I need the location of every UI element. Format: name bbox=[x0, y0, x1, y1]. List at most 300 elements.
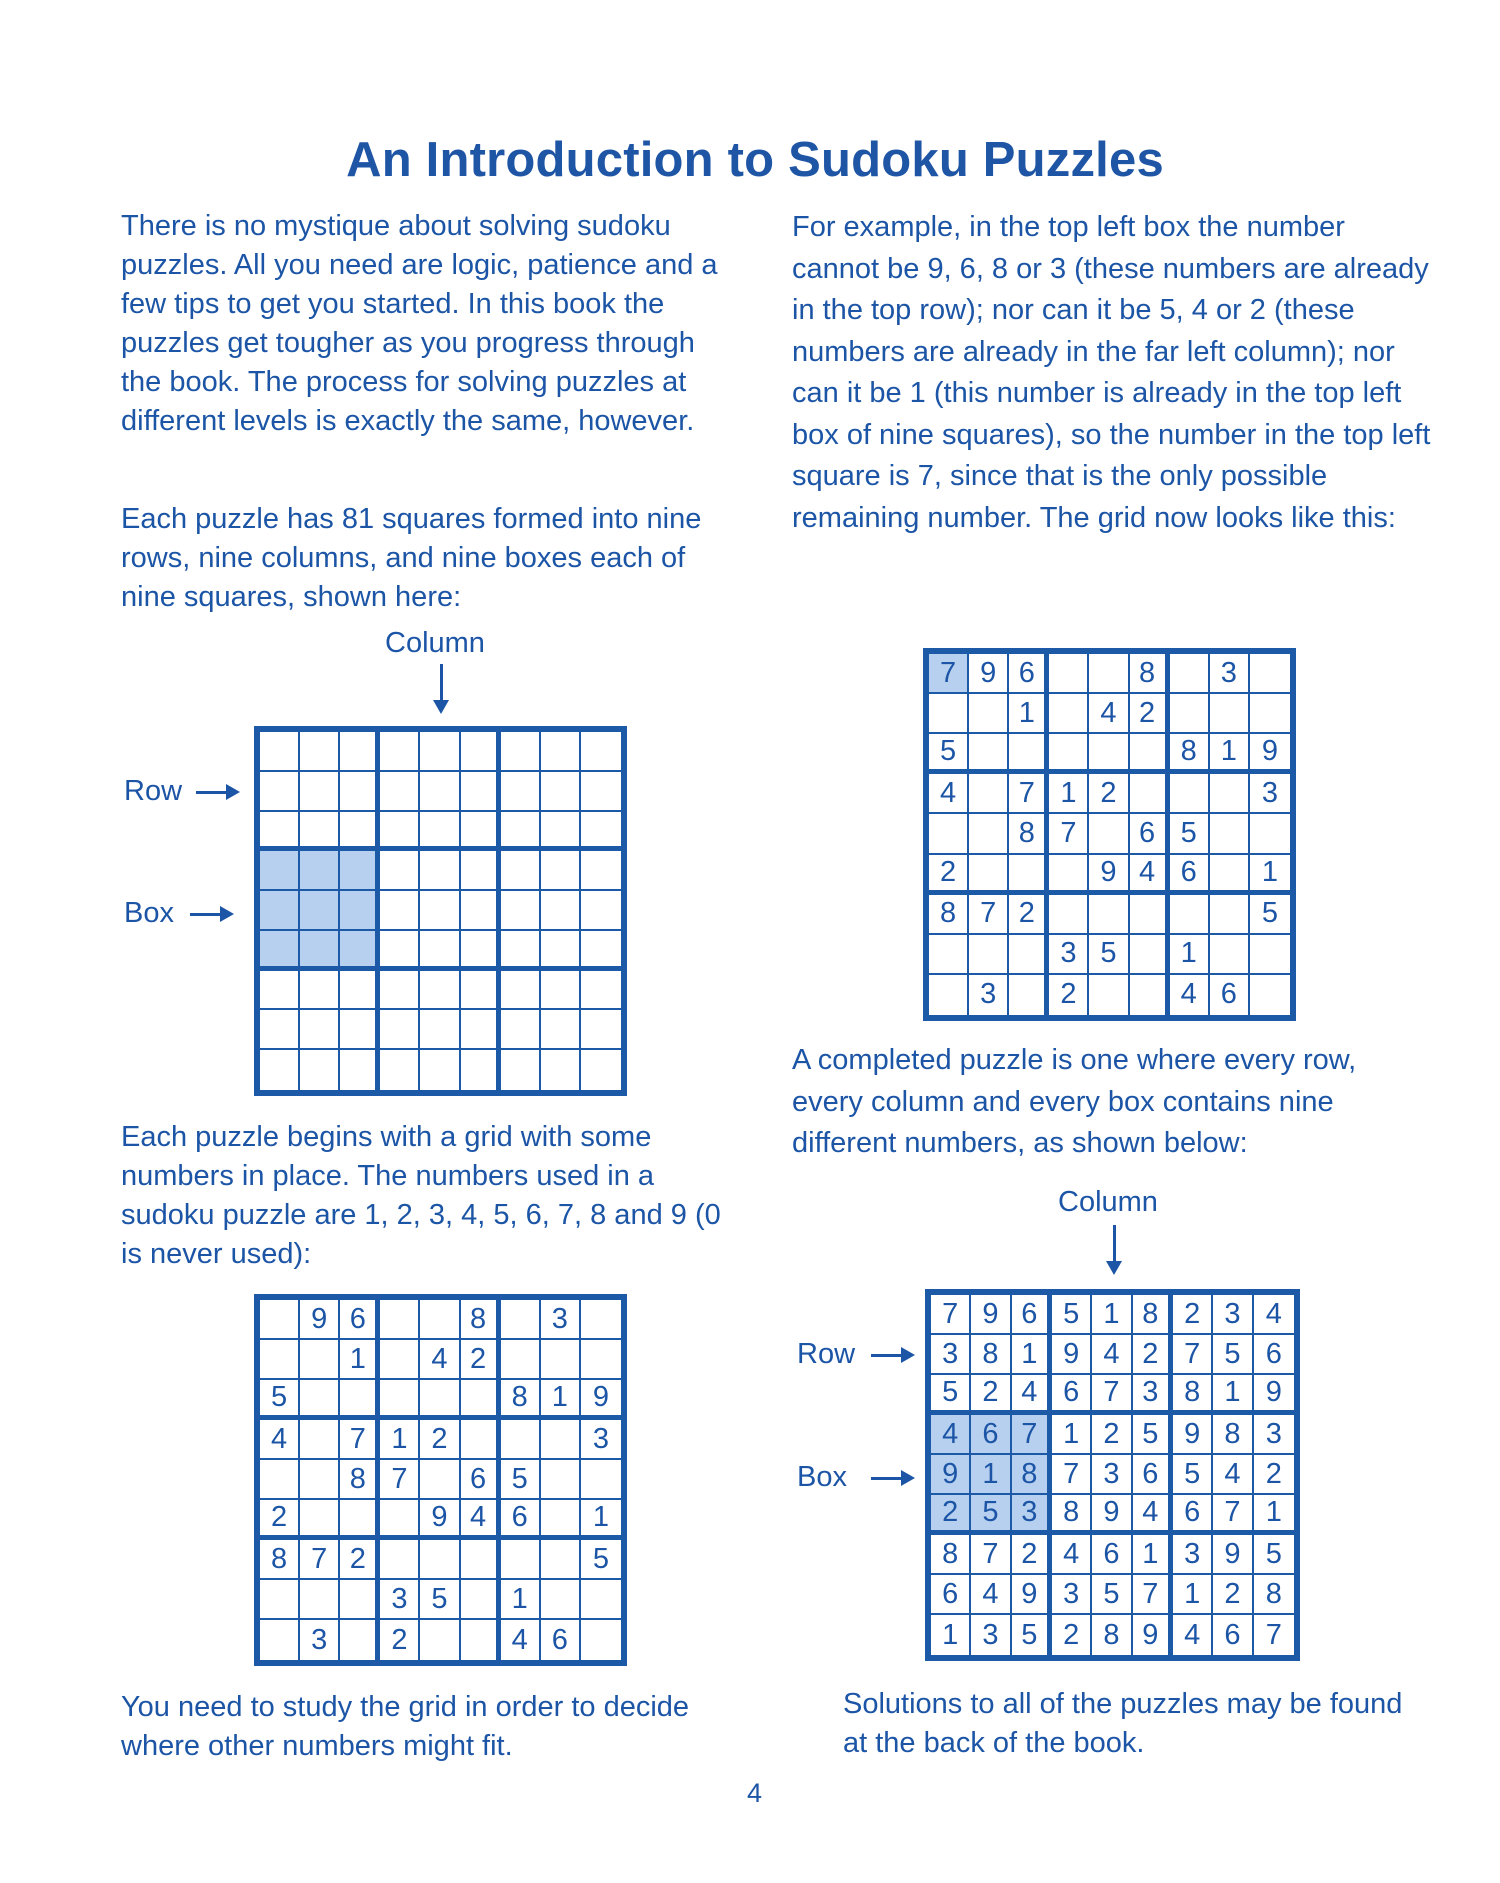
grid-cell bbox=[929, 814, 969, 854]
grid-cell: 7 bbox=[1133, 1575, 1173, 1615]
grid-cell: 8 bbox=[1213, 1415, 1253, 1455]
grid-cell: 9 bbox=[971, 1295, 1011, 1335]
grid-cell: 5 bbox=[581, 1540, 621, 1580]
grid-cell bbox=[461, 1540, 501, 1580]
grid-cell: 1 bbox=[931, 1615, 971, 1655]
grid-cell: 7 bbox=[1265, 1618, 1282, 1651]
grid-cell bbox=[581, 891, 621, 931]
grid-cell bbox=[260, 812, 300, 852]
grid-cell bbox=[420, 1380, 460, 1420]
grid-cell bbox=[1089, 895, 1129, 935]
grid-cell bbox=[340, 1500, 380, 1540]
grid-cell bbox=[260, 931, 300, 971]
grid-cell: 8 bbox=[971, 1335, 1011, 1375]
grid-cell: 3 bbox=[969, 975, 1009, 1015]
grid-cell: 5 bbox=[1213, 1335, 1253, 1375]
empty-sudoku-grid bbox=[254, 726, 627, 1096]
grid-cell bbox=[260, 1050, 300, 1090]
grid-cell: 5 bbox=[1173, 1455, 1213, 1495]
grid-cell bbox=[541, 1050, 581, 1090]
grid-cell bbox=[581, 1300, 621, 1340]
row-arrow-icon bbox=[196, 791, 234, 794]
grid-cell bbox=[260, 732, 300, 772]
grid-cell bbox=[1250, 654, 1290, 694]
grid-cell: 9 bbox=[1250, 734, 1290, 774]
grid-cell bbox=[501, 1050, 541, 1090]
grid-cell bbox=[1009, 975, 1049, 1015]
grid-cell bbox=[461, 1420, 501, 1460]
grid-cell: 3 bbox=[541, 1300, 581, 1340]
grid-cell bbox=[1210, 814, 1250, 854]
grid-cell bbox=[420, 1010, 460, 1050]
grid-cell bbox=[501, 931, 541, 971]
box-label: Box bbox=[124, 897, 174, 929]
grid-cell: 1 bbox=[581, 1500, 621, 1540]
grid-cell bbox=[340, 931, 380, 971]
grid-cell bbox=[501, 732, 541, 772]
grid-cell: 5 bbox=[1052, 1295, 1092, 1335]
grid-cell bbox=[581, 1340, 621, 1380]
grid-cell bbox=[581, 772, 621, 812]
grid-cell: 5 bbox=[1170, 814, 1210, 854]
grid-cell: 6 bbox=[1052, 1375, 1092, 1415]
grid-cell: 3 bbox=[1250, 774, 1290, 814]
grid-cell: 2 bbox=[1092, 1415, 1132, 1455]
grid-cell: 9 bbox=[1254, 1375, 1294, 1415]
grid-cell bbox=[1009, 734, 1049, 774]
grid-cell: 7 bbox=[1049, 814, 1089, 854]
grid-cell bbox=[340, 812, 380, 852]
grid-cell bbox=[340, 891, 380, 931]
grid-cell: 4 bbox=[420, 1340, 460, 1380]
grid-cell bbox=[1089, 734, 1129, 774]
grid-cell: 3 bbox=[581, 1420, 621, 1460]
row-label: Row bbox=[124, 775, 183, 807]
grid-cell: 8 bbox=[1133, 1295, 1173, 1335]
grid-cell bbox=[501, 1300, 541, 1340]
grid-cell bbox=[501, 812, 541, 852]
grid-cell bbox=[501, 1340, 541, 1380]
grid-cell bbox=[420, 891, 460, 931]
grid-cell bbox=[420, 1300, 460, 1340]
grid-cell bbox=[1170, 895, 1210, 935]
row-label-2: Row bbox=[797, 1338, 856, 1370]
grid-cell: 1 bbox=[1254, 1495, 1294, 1535]
grid-cell: 9 bbox=[931, 1455, 971, 1495]
grid-cell bbox=[461, 1380, 501, 1420]
grid-cell bbox=[260, 891, 300, 931]
grid-cell bbox=[300, 772, 340, 812]
grid-cell bbox=[1049, 734, 1089, 774]
grid-cell: 3 bbox=[300, 1620, 340, 1660]
grid-cell: 7 bbox=[929, 654, 969, 694]
grid-cell: 8 bbox=[501, 1380, 541, 1420]
grid-cell: 3 bbox=[1052, 1575, 1092, 1615]
grid-cell bbox=[1210, 855, 1250, 895]
column-arrow-icon bbox=[440, 664, 443, 710]
grid-cell: 1 bbox=[1213, 1375, 1253, 1415]
grid-cell: 9 bbox=[420, 1500, 460, 1540]
grid-cell: 5 bbox=[260, 1380, 300, 1420]
grid-cell bbox=[420, 1540, 460, 1580]
grid-cell bbox=[1250, 814, 1290, 854]
grid-cell: 2 bbox=[971, 1375, 1011, 1415]
completed-paragraph: A completed puzzle is one where every row, every column and every box contains nine different numbers, as shown below: bbox=[792, 1044, 1357, 1159]
grid-cell bbox=[969, 935, 1009, 975]
grid-cell: 8 bbox=[340, 1460, 380, 1500]
grid-cell: 1 bbox=[501, 1580, 541, 1620]
grid-cell: 6 bbox=[1009, 654, 1049, 694]
grid-cell bbox=[541, 851, 581, 891]
grid-cell bbox=[420, 732, 460, 772]
grid-cell bbox=[461, 1580, 501, 1620]
grid-cell: 2 bbox=[1089, 774, 1129, 814]
grid-cell: 1 bbox=[541, 1380, 581, 1420]
grid-cell bbox=[260, 1340, 300, 1380]
grid-cell: 8 bbox=[260, 1540, 300, 1580]
grid-cell bbox=[1130, 935, 1170, 975]
grid-cell: 5 bbox=[929, 734, 969, 774]
grid-cell bbox=[340, 1050, 380, 1090]
grid-cell bbox=[581, 812, 621, 852]
grid-cell bbox=[1089, 654, 1129, 694]
grid-cell: 9 bbox=[1012, 1575, 1052, 1615]
grid-cell: 3 bbox=[931, 1335, 971, 1375]
grid-cell bbox=[541, 1340, 581, 1380]
grid-cell bbox=[1130, 734, 1170, 774]
grid-cell: 8 bbox=[931, 1535, 971, 1575]
grid-cell: 4 bbox=[1092, 1335, 1132, 1375]
grid-cell bbox=[581, 971, 621, 1011]
grid-cell bbox=[541, 812, 581, 852]
grid-cell bbox=[541, 891, 581, 931]
solved-sudoku-grid bbox=[925, 1289, 1300, 1661]
grid-cell: 8 bbox=[1254, 1575, 1294, 1615]
grid-cell: 1 bbox=[380, 1420, 420, 1460]
solutions-paragraph: Solutions to all of the puzzles may be found at the back of the book. bbox=[843, 1688, 1403, 1759]
grid-cell bbox=[340, 971, 380, 1011]
grid-cell: 5 bbox=[501, 1460, 541, 1500]
grid-cell bbox=[420, 772, 460, 812]
grid-cell: 7 bbox=[1052, 1455, 1092, 1495]
page-number: 4 bbox=[747, 1778, 763, 1808]
grid-cell bbox=[581, 1580, 621, 1620]
grid-cell bbox=[260, 1620, 300, 1660]
grid-cell bbox=[581, 732, 621, 772]
grid-cell bbox=[581, 1620, 621, 1660]
box-arrow-icon bbox=[190, 913, 228, 916]
grid-cell: 1 bbox=[1173, 1575, 1213, 1615]
grid-cell: 2 bbox=[929, 855, 969, 895]
grid-cell bbox=[300, 1010, 340, 1050]
grid-cell bbox=[1089, 814, 1129, 854]
grid-cell bbox=[300, 1500, 340, 1540]
grid-cell bbox=[1089, 975, 1129, 1015]
grid-cell: 6 bbox=[931, 1575, 971, 1615]
initial-sudoku-grid bbox=[254, 1294, 627, 1666]
grid-cell bbox=[380, 1010, 420, 1050]
grid-cell: 5 bbox=[971, 1495, 1011, 1535]
grid-cell bbox=[380, 812, 420, 852]
grid-cell bbox=[581, 1010, 621, 1050]
grid-cell bbox=[1049, 895, 1089, 935]
grid-cell: 2 bbox=[380, 1620, 420, 1660]
grid-cell: 1 bbox=[1210, 734, 1250, 774]
grid-cell: 9 bbox=[1092, 1495, 1132, 1535]
grid-cell bbox=[380, 851, 420, 891]
grid-cell: 6 bbox=[1213, 1615, 1253, 1655]
grid-cell: 6 bbox=[971, 1415, 1011, 1455]
grid-cell bbox=[969, 774, 1009, 814]
grid-cell: 2 bbox=[340, 1540, 380, 1580]
grid-cell: 3 bbox=[1210, 654, 1250, 694]
grid-cell: 8 bbox=[1173, 1375, 1213, 1415]
example-paragraph: For example, in the top left box the number cannot be 9, 6, 8 or 3 (these numbers are already in the top row); nor can it be 5, 4 or 2 (these numbers are already in the far left column); nor can it be 1 (this number is already in the top left box of nine squares), so the number in the top left square is 7, since that is the only possible remaining number. The grid now looks like this: bbox=[792, 211, 1431, 534]
grid-cell bbox=[581, 1460, 621, 1500]
grid-cell bbox=[420, 1050, 460, 1090]
grid-cell: 7 bbox=[1173, 1335, 1213, 1375]
grid-cell: 5 bbox=[1012, 1615, 1052, 1655]
grid-cell bbox=[300, 931, 340, 971]
grid-cell: 9 bbox=[1089, 855, 1129, 895]
row-arrow-icon-2 bbox=[871, 1354, 909, 1357]
grid-cell: 4 bbox=[1170, 975, 1210, 1015]
grid-cell: 6 bbox=[1210, 975, 1250, 1015]
grid-cell bbox=[541, 1010, 581, 1050]
grid-cell bbox=[541, 971, 581, 1011]
grid-cell bbox=[929, 694, 969, 734]
grid-cell bbox=[1250, 694, 1290, 734]
grid-cell: 2 bbox=[420, 1420, 460, 1460]
grid-cell: 3 bbox=[1049, 935, 1089, 975]
grid-cell: 8 bbox=[1092, 1615, 1132, 1655]
grid-cell: 9 bbox=[300, 1300, 340, 1340]
grid-cell bbox=[581, 851, 621, 891]
grid-cell bbox=[260, 971, 300, 1011]
grid-cell: 8 bbox=[1009, 814, 1049, 854]
grid-cell bbox=[380, 971, 420, 1011]
grid-cell: 4 bbox=[1133, 1495, 1173, 1535]
grid-cell: 7 bbox=[1012, 1415, 1052, 1455]
grid-cell bbox=[340, 732, 380, 772]
grid-cell: 1 bbox=[1049, 774, 1089, 814]
grid-cell bbox=[501, 891, 541, 931]
grid-cell bbox=[300, 1340, 340, 1380]
grid-cell: 7 bbox=[300, 1540, 340, 1580]
grid-cell: 4 bbox=[1213, 1455, 1253, 1495]
grid-cell: 2 bbox=[1049, 975, 1089, 1015]
grid-cell bbox=[461, 1620, 501, 1660]
grid-cell: 5 bbox=[1250, 895, 1290, 935]
grid-cell: 1 bbox=[1009, 694, 1049, 734]
grid-cell bbox=[501, 971, 541, 1011]
grid-cell bbox=[1049, 855, 1089, 895]
grid-cell: 1 bbox=[1052, 1415, 1092, 1455]
grid-cell: 2 bbox=[1130, 694, 1170, 734]
grid-cell: 4 bbox=[1052, 1535, 1092, 1575]
intro-paragraph: There is no mystique about solving sudoku puzzles. All you need are logic, patience and a few tips to get you started. In this book the puzzles get tougher as you progress through the book. The process for solving puzzles at different levels is exactly the same, however. bbox=[121, 210, 718, 437]
grid-cell bbox=[380, 772, 420, 812]
grid-cell bbox=[1009, 935, 1049, 975]
grid-cell bbox=[420, 1620, 460, 1660]
grid-cell: 6 bbox=[461, 1460, 501, 1500]
grid-cell: 1 bbox=[1250, 855, 1290, 895]
grid-cell bbox=[260, 1460, 300, 1500]
grid-cell bbox=[420, 851, 460, 891]
grid-cell bbox=[300, 812, 340, 852]
grid-cell: 2 bbox=[1052, 1615, 1092, 1655]
column-label: Column bbox=[385, 627, 485, 659]
grid-cell: 5 bbox=[420, 1580, 460, 1620]
grid-cell: 4 bbox=[1130, 855, 1170, 895]
grid-cell: 2 bbox=[260, 1500, 300, 1540]
grid-cell bbox=[380, 891, 420, 931]
grid-cell: 4 bbox=[1012, 1375, 1052, 1415]
grid-cell bbox=[1130, 895, 1170, 935]
grid-cell: 7 bbox=[380, 1460, 420, 1500]
grid-cell bbox=[420, 971, 460, 1011]
grid-cell bbox=[300, 971, 340, 1011]
grid-cell bbox=[929, 935, 969, 975]
grid-cell: 2 bbox=[461, 1340, 501, 1380]
grid-cell: 2 bbox=[1254, 1455, 1294, 1495]
grid-cell: 2 bbox=[931, 1495, 971, 1535]
grid-cell bbox=[969, 734, 1009, 774]
grid-cell bbox=[260, 1010, 300, 1050]
grid-cell bbox=[461, 851, 501, 891]
grid-cell: 2 bbox=[1009, 895, 1049, 935]
grid-cell: 6 bbox=[1130, 814, 1170, 854]
grid-cell bbox=[300, 1420, 340, 1460]
grid-cell: 8 bbox=[1130, 654, 1170, 694]
grid-cell: 4 bbox=[461, 1500, 501, 1540]
grid-cell bbox=[541, 1500, 581, 1540]
grid-cell bbox=[581, 1050, 621, 1090]
grid-cell bbox=[260, 772, 300, 812]
grid-cell: 6 bbox=[1173, 1495, 1213, 1535]
grid-cell bbox=[461, 891, 501, 931]
grid-cell bbox=[501, 772, 541, 812]
grid-cell bbox=[541, 1580, 581, 1620]
grid-cell bbox=[501, 1540, 541, 1580]
grid-cell: 1 bbox=[971, 1455, 1011, 1495]
grid-cell bbox=[1130, 774, 1170, 814]
grid-cell: 5 bbox=[1092, 1575, 1132, 1615]
grid-cell bbox=[1049, 654, 1089, 694]
grid-cell bbox=[461, 812, 501, 852]
grid-cell bbox=[541, 772, 581, 812]
grid-cell: 9 bbox=[1213, 1535, 1253, 1575]
grid-cell bbox=[461, 971, 501, 1011]
grid-cell bbox=[541, 1420, 581, 1460]
grid-cell bbox=[501, 1010, 541, 1050]
grid-cell bbox=[300, 851, 340, 891]
grid-cell: 5 bbox=[1089, 935, 1129, 975]
grid-cell bbox=[340, 1620, 380, 1660]
grid-cell: 8 bbox=[1052, 1495, 1092, 1535]
numbers-paragraph: Each puzzle begins with a grid with some numbers in place. The numbers used in a sudoku puzzle are 1, 2, 3, 4, 5, 6, 7, 8 and 9 (0 is never used): bbox=[121, 1121, 721, 1270]
grid-cell: 6 bbox=[501, 1500, 541, 1540]
grid-cell bbox=[929, 975, 969, 1015]
grid-cell: 4 bbox=[931, 1415, 971, 1455]
grid-cell bbox=[581, 931, 621, 971]
step-sudoku-grid bbox=[923, 648, 1296, 1021]
column-arrow-icon-2 bbox=[1113, 1225, 1116, 1271]
grid-cell bbox=[340, 1580, 380, 1620]
grid-cell bbox=[541, 732, 581, 772]
grid-cell bbox=[300, 1050, 340, 1090]
grid-cell bbox=[420, 812, 460, 852]
grid-cell: 2 bbox=[1173, 1295, 1213, 1335]
grid-cell bbox=[260, 851, 300, 891]
grid-cell bbox=[1170, 654, 1210, 694]
grid-cell: 3 bbox=[1173, 1535, 1213, 1575]
grid-cell: 4 bbox=[1089, 694, 1129, 734]
grid-cell bbox=[461, 732, 501, 772]
grid-cell: 7 bbox=[340, 1420, 380, 1460]
grid-cell: 4 bbox=[971, 1575, 1011, 1615]
study-grid-paragraph: You need to study the grid in order to decide where other numbers might fit. bbox=[121, 1691, 690, 1762]
grid-cell: 7 bbox=[931, 1295, 971, 1335]
grid-cell: 6 bbox=[1133, 1455, 1173, 1495]
grid-cell: 5 bbox=[1254, 1535, 1294, 1575]
grid-cell bbox=[300, 891, 340, 931]
grid-cell bbox=[1130, 975, 1170, 1015]
grid-cell bbox=[260, 1580, 300, 1620]
grid-cell bbox=[340, 1380, 380, 1420]
grid-cell bbox=[541, 931, 581, 971]
grid-cell: 2 bbox=[1012, 1535, 1052, 1575]
grid-cell bbox=[340, 772, 380, 812]
grid-cell: 4 bbox=[501, 1620, 541, 1660]
grid-cell: 6 bbox=[340, 1300, 380, 1340]
grid-cell bbox=[461, 931, 501, 971]
grid-cell bbox=[380, 1050, 420, 1090]
grid-cell bbox=[461, 772, 501, 812]
grid-cell: 5 bbox=[931, 1375, 971, 1415]
grid-cell bbox=[461, 1010, 501, 1050]
grid-cell bbox=[501, 851, 541, 891]
grid-cell: 3 bbox=[1213, 1295, 1253, 1335]
grid-cell: 1 bbox=[1170, 935, 1210, 975]
grid-cell: 8 bbox=[1012, 1455, 1052, 1495]
grid-cell bbox=[1210, 774, 1250, 814]
grid-structure-paragraph: Each puzzle has 81 squares formed into nine rows, nine columns, and nine boxes each of nine squares, shown here: bbox=[121, 503, 702, 613]
grid-cell: 9 bbox=[1173, 1415, 1213, 1455]
grid-cell: 4 bbox=[1173, 1615, 1213, 1655]
grid-cell: 3 bbox=[1092, 1455, 1132, 1495]
box-label-2: Box bbox=[797, 1461, 847, 1493]
grid-cell bbox=[380, 931, 420, 971]
grid-cell bbox=[969, 855, 1009, 895]
grid-cell bbox=[380, 1380, 420, 1420]
grid-cell bbox=[1210, 895, 1250, 935]
grid-cell bbox=[420, 1460, 460, 1500]
box-arrow-icon-2 bbox=[871, 1477, 909, 1480]
grid-cell: 9 bbox=[969, 654, 1009, 694]
grid-cell: 7 bbox=[971, 1535, 1011, 1575]
grid-cell bbox=[1170, 774, 1210, 814]
grid-cell: 6 bbox=[1170, 855, 1210, 895]
grid-cell: 3 bbox=[1254, 1415, 1294, 1455]
grid-cell: 9 bbox=[1052, 1335, 1092, 1375]
grid-cell: 9 bbox=[581, 1380, 621, 1420]
grid-cell: 7 bbox=[1092, 1375, 1132, 1415]
grid-cell: 3 bbox=[380, 1580, 420, 1620]
grid-cell bbox=[380, 1300, 420, 1340]
grid-cell: 4 bbox=[260, 1420, 300, 1460]
grid-cell: 9 bbox=[1133, 1615, 1173, 1655]
